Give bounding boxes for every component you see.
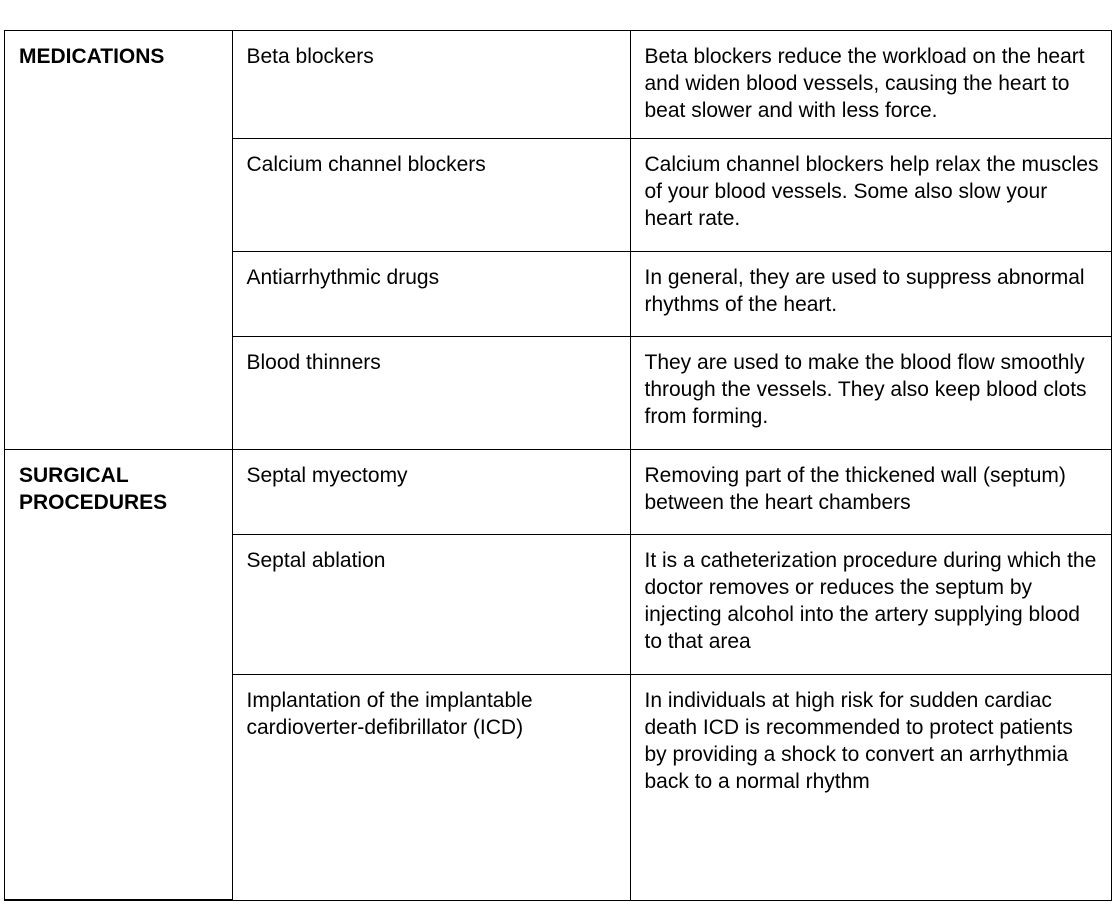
category-cell-surgical-procedures xyxy=(5,449,232,900)
treatment-description-cell: They are used to make the blood flow smoothly through the vessels. They also keep blood clots from forming. xyxy=(630,336,1111,449)
treatment-table xyxy=(5,31,1111,900)
treatment-name-cell: Septal ablation xyxy=(232,534,630,674)
treatment-description-cell: Calcium channel blockers help relax the muscles of your blood vessels. Some also slow your heart rate. xyxy=(630,138,1111,251)
treatment-description-cell: It is a catheterization procedure during which the doctor removes or reduces the septum by injecting alcohol into the artery supplying blood to that area xyxy=(630,534,1111,674)
table-row xyxy=(5,31,1111,138)
treatment-description-cell: In individuals at high risk for sudden cardiac death ICD is recommended to protect patients by providing a shock to convert an arrhythmia back to a normal rhythm xyxy=(630,674,1111,900)
treatment-description-cell: In general, they are used to suppress abnormal rhythms of the heart. xyxy=(630,251,1111,336)
treatment-description-cell: Beta blockers reduce the workload on the heart and widen blood vessels, causing the heart to beat slower and with less force. xyxy=(630,31,1111,138)
treatment-name-cell: Beta blockers xyxy=(232,31,630,138)
category-label: SURGICAL PROCEDURES xyxy=(19,463,168,514)
treatment-description-cell: Removing part of the thickened wall (septum) between the heart chambers xyxy=(630,449,1111,534)
table-row xyxy=(5,449,1111,534)
treatment-name-cell: Antiarrhythmic drugs xyxy=(232,251,630,336)
treatment-name-cell: Calcium channel blockers xyxy=(232,138,630,251)
treatment-table-frame xyxy=(4,30,1112,901)
treatment-name-cell: Blood thinners xyxy=(232,336,630,449)
category-cell-medications xyxy=(5,31,232,449)
treatment-name-cell: Implantation of the implantable cardioverter-defibrillator (ICD) xyxy=(232,674,630,900)
category-label: MEDICATIONS xyxy=(19,45,165,68)
treatment-name-cell: Septal myectomy xyxy=(232,449,630,534)
